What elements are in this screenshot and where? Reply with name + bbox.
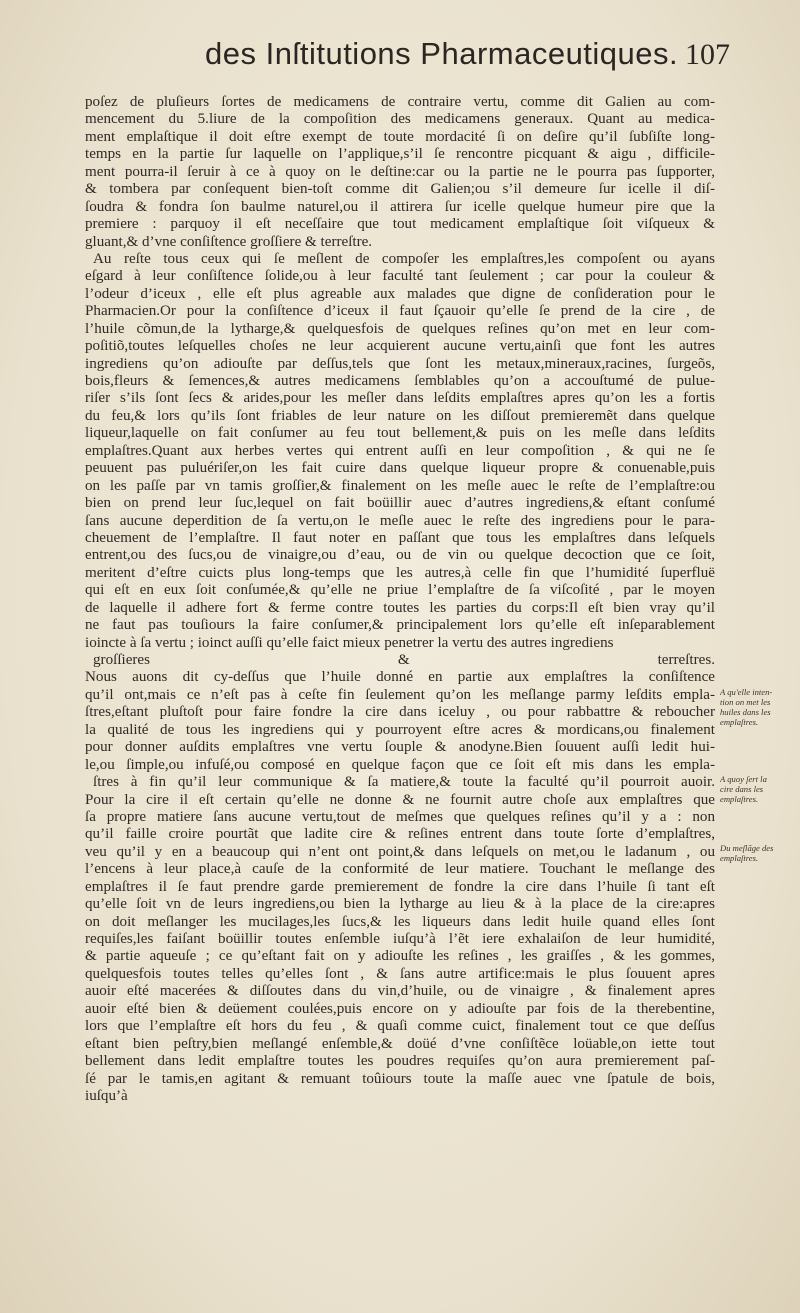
text-line: gluant,& d’vne conſiſtence groſſiere & terreſtre. xyxy=(85,233,373,250)
text-line: ſans aucune deperdition de ſa vertu,on le meſle auec le reſte des ingrediens pour le para- xyxy=(85,512,715,529)
text-line: poſitiõ,toutes leſquelles choſes ne leur acquierent aucune vertu,ainſi que font les autres xyxy=(85,338,715,355)
text-line: Pour la cire il eſt certain qu’elle ne donne & ne fournit autre choſe aux emplaſtres que xyxy=(85,791,715,808)
page-header xyxy=(0,36,800,82)
text-line: ioincte à ſa vertu ; ioinct auſſi qu’elle faict mieux penetrer la vertu des autres ingrediens xyxy=(85,634,614,651)
text-line: mencement du 5.liure de la compoſition des medicamens generaux. Quant au medica- xyxy=(85,111,715,128)
text-line: le,ou ſimple,ou infuſé,ou composé en quelque façon que ce ſoit eſt mis dans les empla- xyxy=(85,756,715,773)
text-line: l’encens à leur place,à cauſe de la conformité de leur matiere. Touchant le meſlange des xyxy=(85,861,715,878)
text-line: auoir eſté macerées & diſſoutes dans du vin,d’huile, ou de vinaigre , & finalement apres xyxy=(85,983,715,1000)
margin-note-line: tion on met les xyxy=(720,697,771,707)
text-line: requiſes,les faiſant boüillir toutes enſemble iuſqu’à l’ẽt iere exhalaiſon de leur humidité, xyxy=(85,931,715,947)
page-number: 107 xyxy=(685,38,730,71)
text-line: cheuement de l’emplaſtre. Il faut noter en paſſant que tous les emplaſtres dans leſquels xyxy=(85,529,715,546)
text-line: ſa propre matiere ſans aucune vertu,tout de meſmes que quelques reſines qu’il y a : non xyxy=(85,808,715,825)
text-line: bois,fleurs & ſemences,& autres medicamens ſemblables qu’on a accouſtumé de pulue- xyxy=(85,373,715,389)
text-line: ne faut pas touſiours la faire conſumer,& principalement lors qu’elle eſt inſeparablement xyxy=(85,617,715,634)
text-line: quelquesfois toutes telles qu’elles ſont , & ſans autre artifice:mais le plus ſouuent apres xyxy=(85,965,715,982)
text-line: qui eſt en eux ſoit conſumée,& qu’elle ne priue l’emplaſtre de ſa viſcoſité , par le moyen xyxy=(85,582,715,599)
text-line: ingrediens qu’on adiouſte par deſſus,tels que ſont les metaux,mineraux,racines, ſurgeõs, xyxy=(85,355,715,372)
text-line: iuſqu’à xyxy=(85,1087,128,1104)
text-line: Pharmacien.Or pour la conſiſtence d’iceux il faut ſçauoir qu’elle ſe prend de la cire , de xyxy=(85,303,715,320)
text-line: & partie aqueuſe ; ce qu’eſtant fait on y adiouſte les reſines , les graiſſes , & les gommes, xyxy=(85,948,715,965)
text-line: temps en la partie ſur laquelle on l’applique,s’il ſe rencontre picquant & aigu , difficile- xyxy=(85,146,715,163)
text-line: l’huile cõmun,de la lytharge,& quelquesfois de quelques reſines qu’on met en leur com- xyxy=(85,320,715,337)
text-line: auoir eſté bien & deüement coulées,puis encore on y adiouſte par fois de la therebentine, xyxy=(85,1000,715,1017)
text-line: eſgard à leur conſiſtence ſolide,ou à leur faculté tant ſeulement ; car pour la couleur & xyxy=(85,268,715,285)
text-line: on doit meſlanger les mucilages,les ſucs,& les liqueurs dans ledit huile quand elles ſont xyxy=(85,913,715,930)
text-line: lors que l’emplaſtre eſt hors du feu , & quaſi comme cuict, finalement tout ce que deſſus xyxy=(85,1018,715,1035)
margin-note-meslange xyxy=(720,843,796,863)
margin-note-line: emplaſtres. xyxy=(720,717,759,727)
text-line: de laquelle il adhere fort & ferme contre toutes les parties du corps:Il eſt bien vray qu’il xyxy=(85,599,715,616)
margin-note-line: A qu'elle inten- xyxy=(720,687,773,697)
text-line: poſez de pluſieurs ſortes de medicamens de contraire vertu, comme dit Galien au com- xyxy=(85,94,715,110)
margin-note-huiles xyxy=(720,687,796,727)
text-line: bellement dans ledit emplaſtre toutes les poudres requiſes qu’on aura premierement paſ- xyxy=(85,1053,715,1070)
margin-note-line: emplaſtres. xyxy=(720,794,759,804)
text-line: du feu,& lors qu’ils ſont friables de leur nature on les diſſout premieremẽt dans quelque xyxy=(85,407,715,424)
text-line: liqueur,laquelle on fait conſumer au feu tout bellement,& puis on les meſle dans leſdits xyxy=(85,425,715,442)
margin-note-cire xyxy=(720,774,796,804)
text-line: riſer s’ils ſont ſecs & arides,pour les meſler dans leſdits emplaſtres apres qu’on les a fortis xyxy=(85,390,715,407)
margin-note-line: huiles dans les xyxy=(720,707,771,717)
body-text xyxy=(85,94,715,1105)
text-line: Nous auons dit cy-deſſus que l’huile donné en partie aux emplaſtres la conſiſtence xyxy=(85,669,715,686)
text-line: meritent d’eſtre cuicts plus long-temps que les autres,à celle fin que l’humidité ſuperfluë xyxy=(85,564,715,581)
text-line: ſtres,eſtant pluſtoſt pour faire fondre la cire dans iceluy , ou pour rabbattre & reboucher xyxy=(85,704,715,721)
text-line: ment pourra-il ſeruir à ce à quoy on le deſtine:car ou la partie ne le pourra pas ſupporter, xyxy=(85,163,715,180)
text-line: la qualité de tous les ingrediens qui y pourroyent eſtre acres & mordicans,ou finalement xyxy=(85,721,715,738)
running-title: des Inſtitutions Pharmaceutiques. xyxy=(205,36,679,71)
text-line: entrent,ou des ſucs,ou de vinaigre,ou d’eau, ou de vin ou quelque decoction que ce ſoit, xyxy=(85,547,715,564)
text-line: groſſieres & terreſtres. xyxy=(93,652,715,668)
text-line: ſé par le tamis,en agitant & remuant toûiours toute la maſſe auec vne ſpatule de bois, xyxy=(85,1070,715,1087)
text-line: ſtres à fin qu’il leur communique & ſa matiere,& toute la faculté qu’il pourroit auoir. xyxy=(93,774,715,791)
text-line: ment emplaſtique il doit eſtre exempt de toute mordacité ſi on deſire qu’il ſubſiſte long- xyxy=(85,128,715,145)
text-line: l’odeur d’iceux , elle eſt plus agreable aux malades que digne de conſideration pour le xyxy=(85,285,715,302)
text-line: peuuent pas puluériſer,on les fait cuire dans quelque liqueur propre & conuenable,puis xyxy=(85,460,715,477)
text-line: Au reſte tous ceux qui ſe meſlent de compoſer les emplaſtres,les compoſent ou ayans xyxy=(93,250,715,267)
text-line: pour donner auſdits emplaſtres vne vertu ſouple & anodyne.Bien ſouuent auſſi ledit hui- xyxy=(85,739,715,756)
margin-note-line: emplaſtres. xyxy=(720,853,759,863)
text-line: on les paſſe par vn tamis groſſier,& finalement on les meſle auec le reſte de l’emplaſtre:ou xyxy=(85,477,715,494)
text-line: bien on prend leur ſuc,lequel on fait boüillir auec d’autres ingrediens,& eſtant conſumé xyxy=(85,495,715,512)
text-line: ſoudra & fondra ſon baulme naturel,ou il attirera ſur icelle quelque humeur pire que la xyxy=(85,198,715,215)
margin-note-line: cire dans les xyxy=(720,784,764,794)
text-line: qu’il ont,mais ce n’eſt pas à ceſte fin ſeulement qu’on les meſlange parmy leſdits empla- xyxy=(85,686,715,703)
margin-note-line: Du meſlãge des xyxy=(720,843,774,853)
text-line: premiere : parquoy il eſt neceſſaire que tout medicament emplaſtique ſoit viſqueux & xyxy=(85,216,715,233)
text-line: emplaſtres il ſe faut prendre garde premierement de fondre la cire dans l’huile ſi tant eſt xyxy=(85,878,715,895)
text-line: qu’elle ſoit vn de leurs ingrediens,ou bien la lytharge au lieu & à la place de la cire:apres xyxy=(85,896,715,913)
margin-note-line: A quoy ſert la xyxy=(720,774,767,784)
text-line: & tombera par conſequent bien-toſt comme dit Galien;ou s’il demeure ſur icelle il diſ- xyxy=(85,181,715,198)
text-line: qu’il faille croire pourtãt que ladite cire & reſines entrent dans toute ſorte d’emplaſtres, xyxy=(85,826,715,843)
text-line: eſtant bien peſtry,bien meſlangé enſemble,& doüé d’vne conſiſtẽce loüable,on iette tout xyxy=(85,1035,715,1052)
text-line: veu qu’il y en a beaucoup qui n’ent ont point,& dans leſquels on met,ou le ladanum , ou xyxy=(85,843,715,860)
text-line: emplaſtres.Quant aux herbes vertes qui entrent auſſi en leur compoſition , & qui ne ſe xyxy=(85,442,715,459)
